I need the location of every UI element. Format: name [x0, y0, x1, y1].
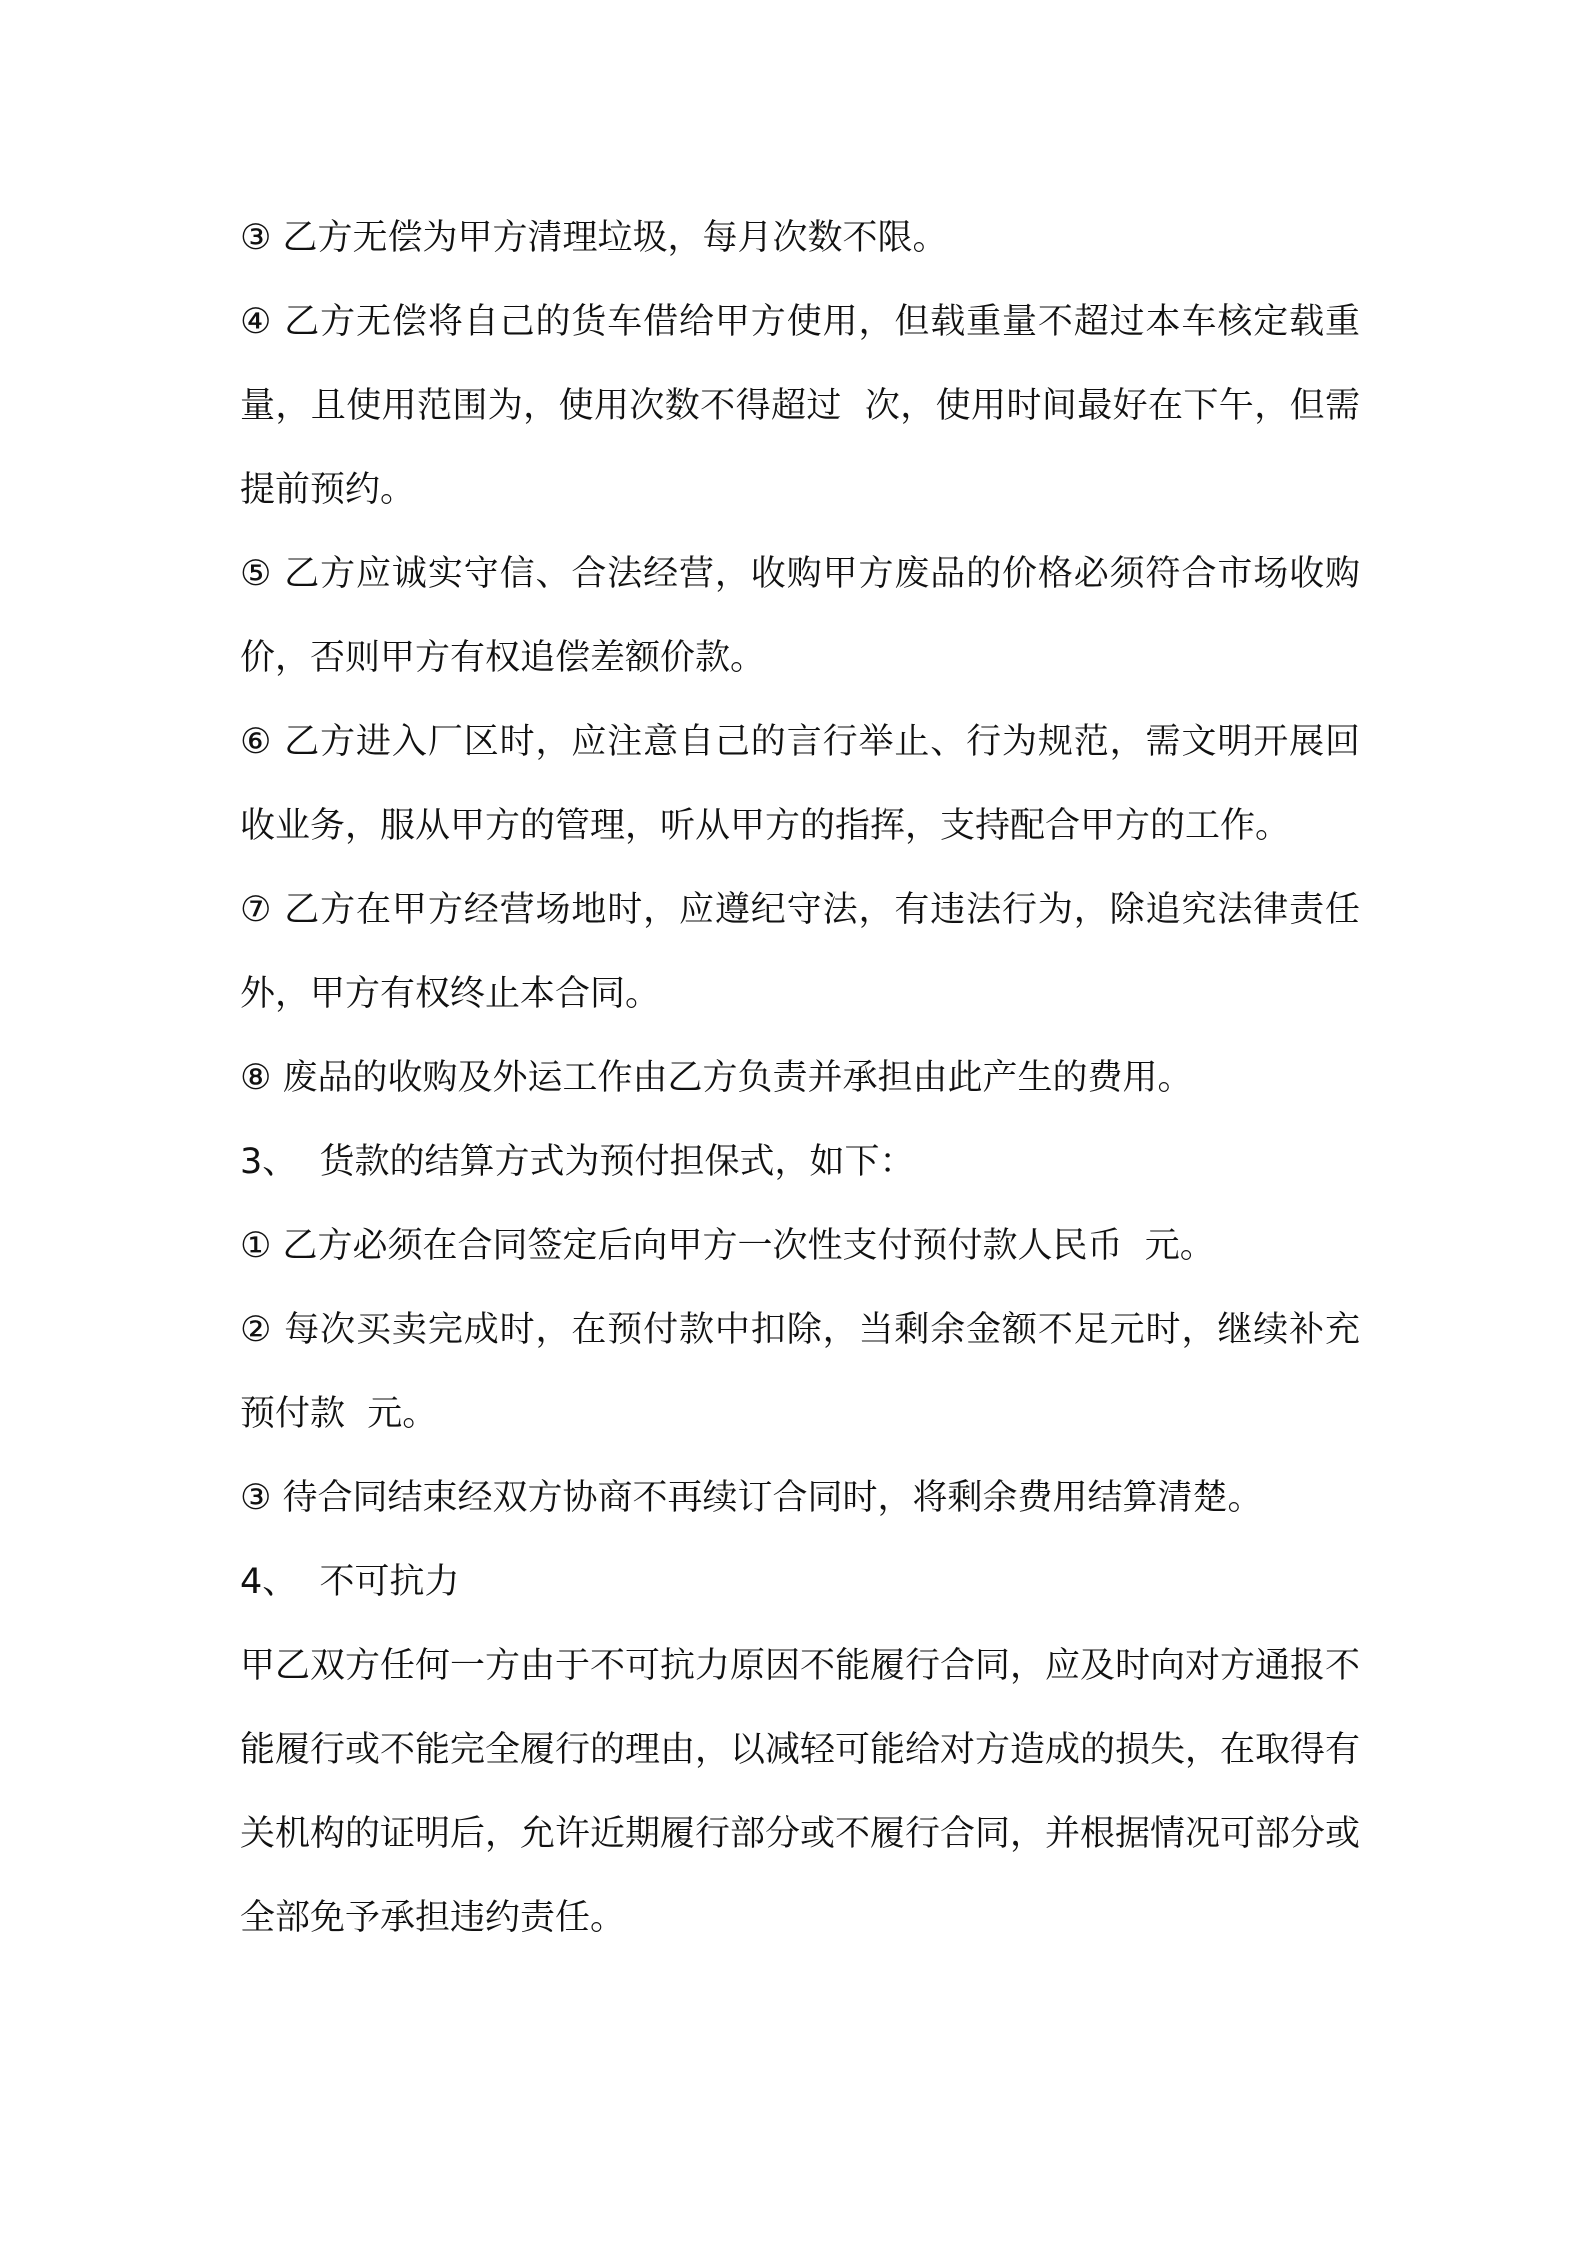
clause-4-truck-lending: ④ 乙方无偿将自己的货车借给甲方使用，但载重量不超过本车核定载重量，且使用范围为，使用次数不得超过 次，使用时间最好在下午，但需提前预约。 — [240, 302, 1360, 510]
document-body — [240, 196, 1360, 1960]
clause-7-law-compliance: ⑦ 乙方在甲方经营场地时，应遵纪守法，有违法行为，除追究法律责任外，甲方有权终止本合同。 — [240, 890, 1360, 1014]
clause-8-transport-costs: ⑧ 废品的收购及外运工作由乙方负责并承担由此产生的费用。 — [240, 1058, 1193, 1098]
force-majeure-text: 甲乙双方任何一方由于不可抗力原因不能履行合同，应及时向对方通报不能履行或不能完全履行的理由，以减轻可能给对方造成的损失，在取得有关机构的证明后，允许近期履行部分或不履行合同，并根据情况可部分或全部免予承担违约责任。 — [240, 1646, 1361, 1938]
clause-3-garbage-cleaning: ③ 乙方无偿为甲方清理垃圾，每月次数不限。 — [240, 218, 948, 258]
clause-5-honest-pricing: ⑤ 乙方应诚实守信、合法经营，收购甲方废品的价格必须符合市场收购价，否则甲方有权追偿差额价款。 — [240, 554, 1360, 678]
section-4-force-majeure-heading: 4、 不可抗力 — [240, 1562, 460, 1602]
payment-item-2: ② 每次买卖完成时，在预付款中扣除，当剩余金额不足元时，继续补充预付款 元。 — [240, 1310, 1360, 1434]
clause-6-conduct-in-factory: ⑥ 乙方进入厂区时，应注意自己的言行举止、行为规范，需文明开展回收业务，服从甲方的管理，听从甲方的指挥，支持配合甲方的工作。 — [240, 722, 1360, 846]
section-3-payment-heading: 3、 货款的结算方式为预付担保式，如下： — [240, 1142, 915, 1182]
payment-item-3: ③ 待合同结束经双方协商不再续订合同时，将剩余费用结算清楚。 — [240, 1478, 1263, 1518]
payment-item-1: ① 乙方必须在合同签定后向甲方一次性支付预付款人民币 元。 — [240, 1226, 1215, 1266]
